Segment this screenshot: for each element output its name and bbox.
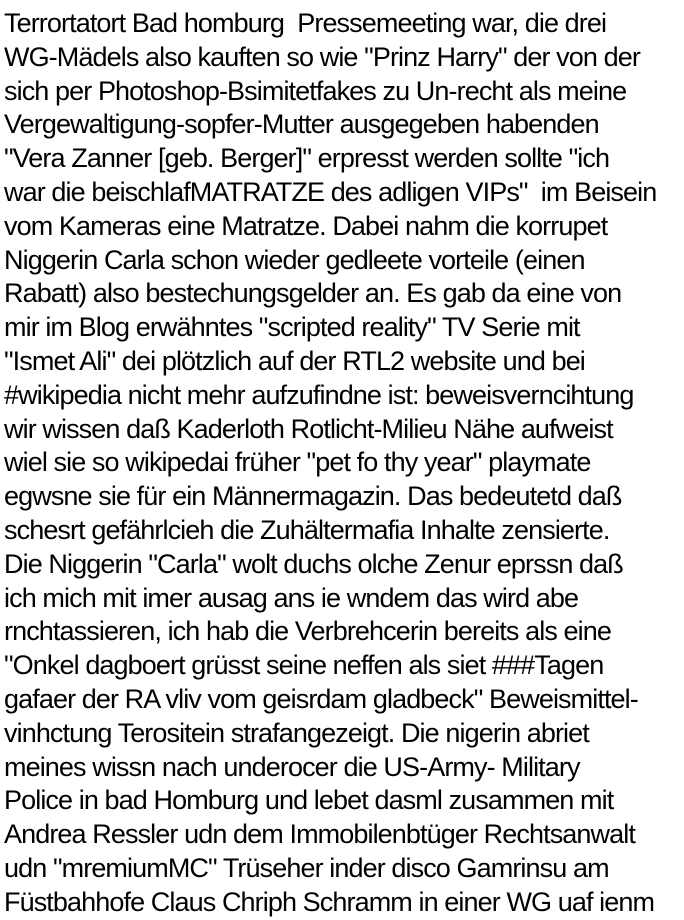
text-line: Rabatt) also bestechungsgelder an. Es gab da eine von — [4, 278, 622, 309]
text-line: udn "mremiumMC" Trüseher inder disco Gamrinsu am — [4, 852, 609, 883]
text-line: "Onkel dagboert grüsst seine neffen als siet ###Tagen — [4, 650, 604, 681]
text-line: wir wissen daß Kaderloth Rotlicht-Milieu Nähe aufweist — [4, 413, 613, 444]
text-line: schesrt gefährlcieh die Zuhältermafia Inhalte zensierte. — [4, 514, 610, 545]
text-line: war die beischlafMATRATZE des adligen VIPs" im Beisein — [4, 176, 657, 207]
text-line: Füstbahhofe Claus Chriph Schramm in einer WG uaf ienm — [4, 886, 655, 917]
text-line: rnchtassieren, ich hab die Verbrehcerin bereits als eine — [4, 616, 611, 647]
text-line: Vergewaltigung-sopfer-Mutter ausgegeben habenden — [4, 109, 599, 140]
text-line: vom Kameras eine Matratze. Dabei nahm die korrupet — [4, 210, 608, 241]
text-line: #wikipedia nicht mehr aufzufindne ist: beweisverncihtung — [4, 379, 634, 410]
text-line: Police in bad Homburg und lebet dasml zusammen mit — [4, 785, 614, 816]
text-line: gafaer der RA vliv vom geisrdam gladbeck" Beweismittel- — [4, 683, 638, 714]
text-line: sich per Photoshop-Bsimitetfakes zu Un-recht als meine — [4, 75, 627, 106]
text-line: Niggerin Carla schon wieder gedleete vorteile (einen — [4, 244, 585, 275]
text-block — [4, 7, 684, 920]
text-line: wiel sie so wikipedai früher "pet fo thy year" playmate — [4, 447, 591, 478]
text-line: egwsne sie für ein Männermagazin. Das bedeutetd daß — [4, 481, 622, 512]
text-line: "Ismet Ali" dei plötzlich auf der RTL2 website und bei — [4, 345, 585, 376]
text-line: meines wissn nach underocer die US-Army- Military — [4, 751, 580, 782]
text-line: Terrortatort Bad homburg Pressemeeting war, die drei — [4, 8, 607, 38]
text-line: mir im Blog erwähntes "scripted reality" TV Serie mit — [4, 312, 580, 343]
text-line: vinhctung Terositein strafangezeigt. Die nigerin abriet — [4, 717, 589, 748]
text-line: "Vera Zanner [geb. Berger]" erpresst werden sollte "ich — [4, 143, 610, 174]
text-line: ich mich mit imer ausag ans ie wndem das wird abe — [4, 582, 579, 613]
text-line: WG-Mädels also kauften so wie "Prinz Harry" der von der — [4, 41, 640, 72]
text-line: Die Niggerin "Carla" wolt duchs olche Zenur eprssn daß — [4, 548, 623, 579]
text-line: Andrea Ressler udn dem Immobilenbtüger Rechtsanwalt — [4, 819, 635, 850]
